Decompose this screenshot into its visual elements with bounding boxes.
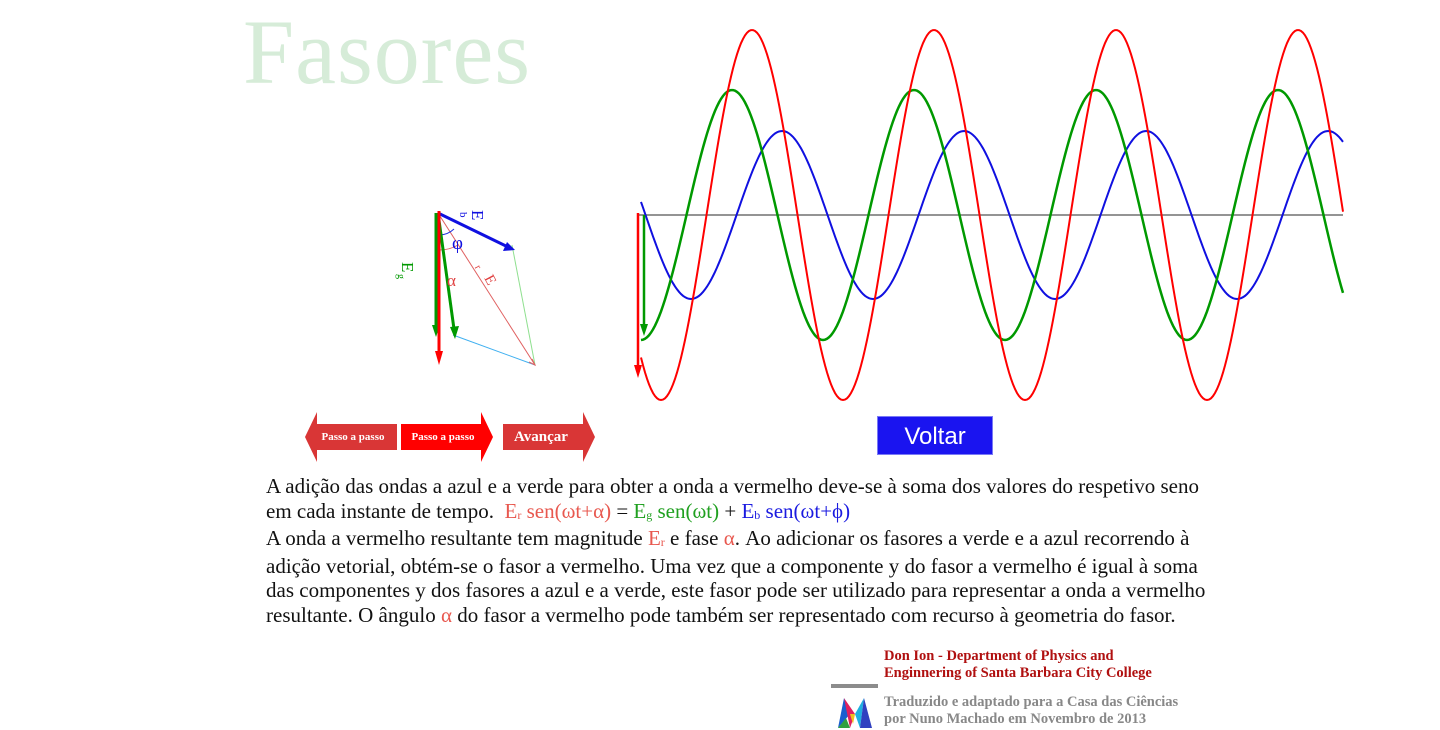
eq-eg: $E_g$ sen(ωt) [633,498,720,523]
step-back-button[interactable]: Passo a passo [305,412,397,462]
label-eg: E [398,262,417,273]
eq-plus: + [719,498,742,523]
label-er-sub: r [472,263,484,272]
eq-equals: = [611,498,634,523]
advance-button[interactable]: Avançar [503,412,595,462]
casa-das-ciencias-logo [836,694,874,730]
wave-plot [625,20,1345,405]
step-forward-button[interactable]: Passo a passo [401,412,493,462]
phasor-diagram [380,195,560,375]
divider [831,684,878,688]
credits [884,648,1152,682]
p2-alpha: α [723,526,735,550]
paragraph-2: A onda a vermelho resultante tem magnitude [266,526,648,550]
credits-line-1: Don Ion - Department of Physics and [884,648,1114,664]
label-phi: φ [452,233,463,254]
page-title: Fasores [243,1,532,103]
construction-line-blue [453,335,535,365]
back-button[interactable]: Voltar [877,416,993,455]
eq-er: $E_r$ sen(ωt+α) [504,498,612,523]
translation-credits [884,694,1178,728]
label-eb-sub: b [457,212,469,218]
eq-eb: $E_b$ sen(ωt+ϕ) [741,498,851,523]
label-eb: E [468,210,487,221]
explanation-text: A adição das ondas a azul e a verde para obter a onda a vermelho deve-se à soma dos valores do respetivo seno em cada instante de tempo. $E_r$ $sen(\omega t+\alpha) = E_g$ $sen(\omega t) + E_b$ sen(ωt+ϕ) A onda a vermelho resultante tem magnitude $E_r$ e fase α. Ao adicionar os fasores a verde e a azul recorrendo à adição vetorial, obtém-se o fasor a vermelho. Uma vez que a componente y do fasor a vermelho é igual à soma das componentes y dos fasores a azul e a verde, este fasor pode ser utilizado para representar a onda a vermelho resultante. O ângulo α do fasor a vermelho pode também ser representado com recurso à geometria do fasor. [266,474,1206,627]
paragraph-1: A adição das ondas a azul e a verde para obter a onda a vermelho deve-se à soma dos valores do respetivo seno em cada instante de tempo. [266,474,1199,523]
label-eg-sub: g [395,274,406,279]
p2-er: $E_r$ [647,526,665,550]
translation-line-2: por Nuno Machado em Novembro de 2013 [884,711,1147,727]
credits-line-2: Enginnering of Santa Barbara City College [884,665,1152,681]
label-er: E [480,272,499,288]
translation-line-1: Traduzido e adaptado para a Casa das Ciências [884,694,1179,710]
label-alpha: α [447,271,456,290]
p2-alpha2: α [440,602,452,627]
